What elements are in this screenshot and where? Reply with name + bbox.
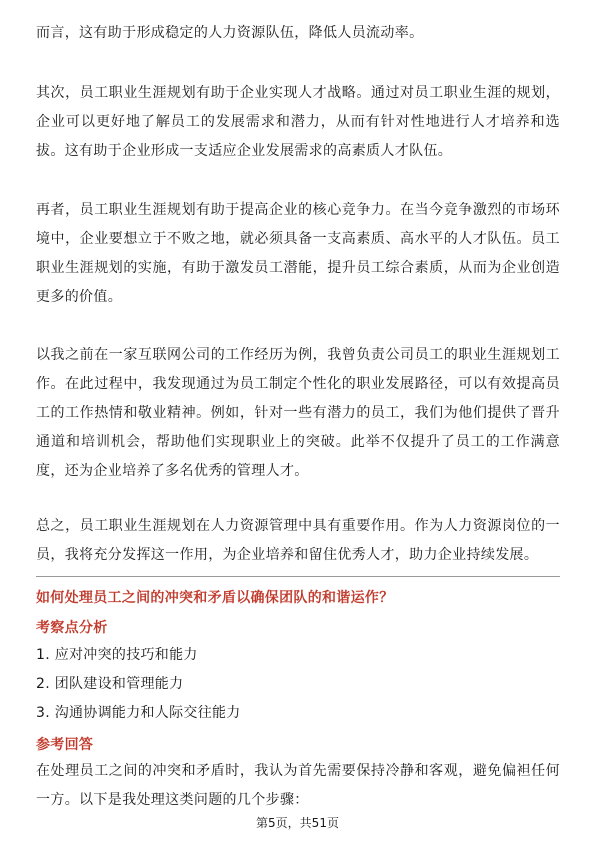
section-divider bbox=[36, 576, 560, 577]
paragraph-work-example: 以我之前在一家互联网公司的工作经历为例，我曾负责公司员工的职业生涯规划工作。在此过程中，我发现通过为员工制定个性化的职业发展路径，可以有效提高员工的工作热情和敬业精神。例如，针对一些有潜力的员工，我们为他们提供了晋升通道和培训机会，帮助他们实现职业上的突破。此举不仅提升了员工的工作满意度，还为企业培养了多名优秀的管理人才。 bbox=[36, 347, 560, 479]
analysis-heading: 考察点分析 bbox=[36, 620, 108, 636]
analysis-point: 3. 沟通协调能力和人际交往能力 bbox=[36, 705, 241, 721]
analysis-point: 2. 团队建设和管理能力 bbox=[36, 676, 184, 692]
paragraph-conclusion: 总之，员工职业生涯规划在人力资源管理中具有重要作用。作为人力资源岗位的一员，我将充分发挥这一作用，为企业培养和留住优秀人才，助力企业持续发展。 bbox=[36, 518, 560, 563]
paragraph-talent-strategy: 其次，员工职业生涯规划有助于企业实现人才战略。通过对员工职业生涯的规划，企业可以更好地了解员工的发展需求和潜力，从而有针对性地进行人才培养和选拔。这有助于企业形成一支适应企业发展需求的高素质人才队伍。 bbox=[36, 85, 560, 159]
answer-heading: 参考回答 bbox=[36, 737, 94, 753]
paragraph-core-competitiveness: 再者，员工职业生涯规划有助于提高企业的核心竞争力。在当今竞争激烈的市场环境中，企业要想立于不败之地，就必须具备一支高素质、高水平的人才队伍。员工职业生涯规划的实施，有助于激发员工潜能，提升员工综合素质，从而为企业创造更多的价值。 bbox=[36, 202, 560, 305]
analysis-point: 1. 应对冲突的技巧和能力 bbox=[36, 647, 198, 663]
page-number: 第5页，共51页 bbox=[256, 816, 339, 830]
answer-paragraph: 在处理员工之间的冲突和矛盾时，我认为首先需要保持冷静和客观，避免偏袒任何一方。以下是我处理这类问题的几个步骤： bbox=[36, 763, 560, 808]
paragraph-retention: 而言，这有助于形成稳定的人力资源队伍，降低人员流动率。 bbox=[36, 25, 424, 41]
question-title: 如何处理员工之间的冲突和矛盾以确保团队的和谐运作？ bbox=[36, 590, 394, 606]
